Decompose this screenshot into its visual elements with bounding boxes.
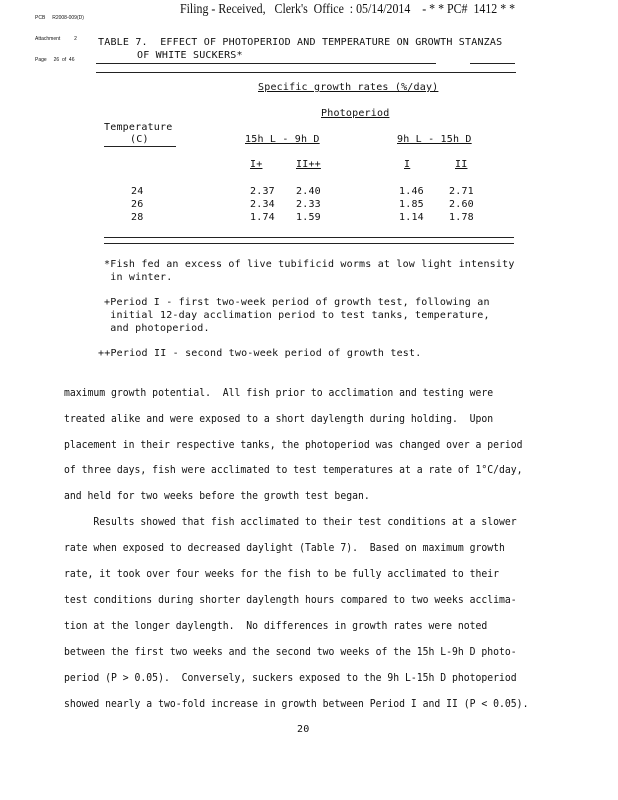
temperature-cell: 28 [131, 212, 144, 223]
footnote: +Period I - first two-week period of growth test, following an initial 12-day acclimation period to test tanks, temperature, and photoperiod. [104, 297, 490, 334]
meta-line: Page 26 of 46 [35, 57, 75, 63]
growth-rate-cell: 2.34 [250, 199, 275, 210]
growth-rate-cell: 1.74 [250, 212, 275, 223]
body-text-line: period (P > 0.05). Conversely, suckers exposed to the 9h L-15h D photoperiod [64, 672, 517, 684]
growth-rate-cell: 2.71 [449, 186, 474, 197]
body-text-line: and held for two weeks before the growth test began. [64, 490, 370, 502]
period-header: I [404, 159, 411, 170]
meta-line: PCB R2008-009(D) [35, 15, 84, 21]
period-header: I+ [250, 159, 263, 170]
temperature-cell: 26 [131, 199, 144, 210]
growth-rate-cell: 1.46 [399, 186, 424, 197]
body-text-line: Results showed that fish acclimated to their test conditions at a slower [64, 516, 517, 528]
table-title-2: OF WHITE SUCKERS* [137, 50, 243, 61]
body-text-line: treated alike and were exposed to a short daylength during holding. Upon [64, 413, 494, 425]
growth-rate-cell: 1.59 [296, 212, 321, 223]
body-text-line: maximum growth potential. All fish prior to acclimation and testing were [64, 387, 494, 399]
footnote: ++Period II - second two-week period of growth test. [98, 348, 422, 359]
growth-rate-cell: 2.37 [250, 186, 275, 197]
photoperiod-header: Photoperiod [321, 108, 390, 119]
period-header: II [455, 159, 468, 170]
group-header: 9h L - 15h D [397, 134, 472, 145]
body-text-line: rate, it took over four weeks for the fish to be fully acclimated to their [64, 568, 500, 580]
body-text-line: between the first two weeks and the second two weeks of the 15h L-9h D photo- [64, 646, 517, 658]
growth-rate-cell: 2.60 [449, 199, 474, 210]
footnote: *Fish fed an excess of live tubificid worms at low light intensity in winter. [104, 259, 515, 283]
body-text-line: rate when exposed to decreased daylight (Table 7). Based on maximum growth [64, 542, 505, 554]
filing-meta [35, 1, 84, 78]
temperature-unit: (C) [130, 134, 149, 145]
page-number: 20 [297, 724, 310, 735]
spanner-header: Specific growth rates (%/day) [258, 82, 439, 93]
meta-line: Attachment 2 [35, 36, 77, 42]
growth-rate-cell: 1.85 [399, 199, 424, 210]
body-text-line: test conditions during shorter daylength hours compared to two weeks acclima- [64, 594, 517, 606]
temperature-cell: 24 [131, 186, 144, 197]
body-text-line: showed nearly a two-fold increase in growth between Period I and II (P < 0.05). [64, 698, 529, 710]
temperature-header: Temperature [104, 122, 173, 133]
growth-rate-cell: 2.33 [296, 199, 321, 210]
growth-rate-cell: 1.14 [399, 212, 424, 223]
body-text-line: tion at the longer daylength. No differences in growth rates were noted [64, 620, 488, 632]
body-text-line: of three days, fish were acclimated to test temperatures at a rate of 1°C/day, [64, 464, 523, 476]
filing-stamp: Filing - Received, Clerk's Office : 05/14/2014 - * * PC# 1412 * * [180, 2, 516, 17]
growth-rate-cell: 2.40 [296, 186, 321, 197]
growth-rate-cell: 1.78 [449, 212, 474, 223]
table-title: TABLE 7. EFFECT OF PHOTOPERIOD AND TEMPERATURE ON GROWTH STANZAS [98, 37, 503, 48]
group-header: 15h L - 9h D [245, 134, 320, 145]
body-text-line: placement in their respective tanks, the photoperiod was changed over a period [64, 439, 523, 451]
period-header: II++ [296, 159, 321, 170]
